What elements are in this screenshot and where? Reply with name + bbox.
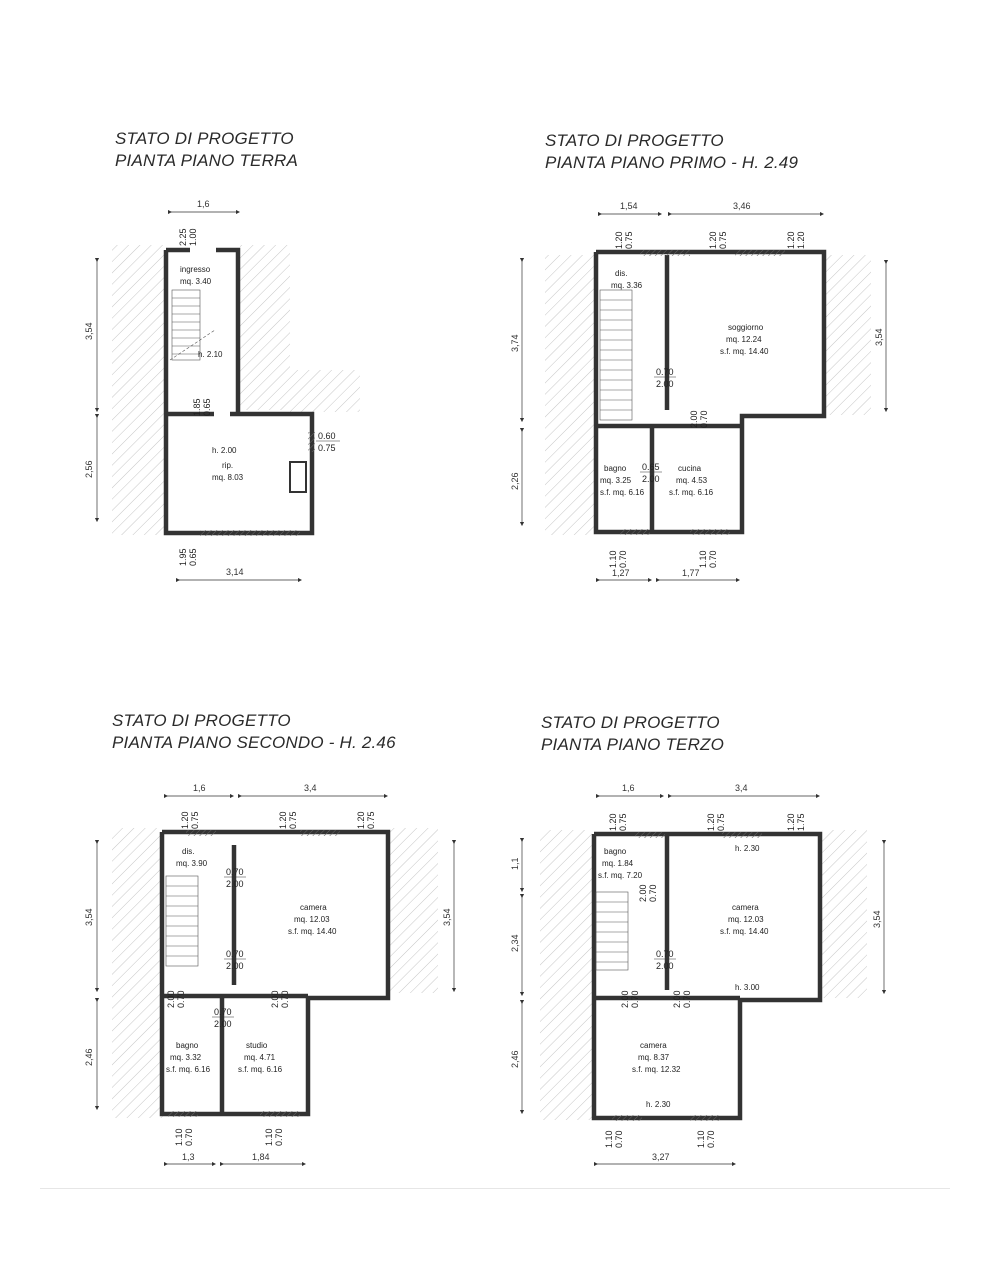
door-width: 0.70 [682,990,692,1008]
hatch-right [822,830,867,998]
door-width: 0.65 [642,462,660,472]
room-name: cucina [678,464,702,473]
room-area: mq. 3.36 [611,281,643,290]
door-height: 2.00 [166,990,176,1008]
opening-height: 0.65 [188,548,198,566]
dim-left-upper: 3,54 [84,908,94,926]
opening-width: 1.20 [706,813,716,831]
room-name: bagno [176,1041,199,1050]
plan-piano-secondo [84,783,454,1164]
opening-width: 1.20 [356,811,366,829]
room-sf: s.f. mq. 6.16 [238,1065,283,1074]
room-height: h. 2.10 [198,350,223,359]
door-width: 0.70 [656,949,674,959]
door-height: 2.00 [642,474,660,484]
plan-piano-terra [84,199,360,580]
room-sf: s.f. mq. 7.20 [598,871,643,880]
dim-left-b: 2,34 [510,934,520,952]
opening-height: 1.75 [796,813,806,831]
room-sf: s.f. mq. 14.40 [288,927,337,936]
title-line1: STATO DI PROGETTO [112,711,291,730]
dim-top-right: 3,4 [304,783,317,793]
window-bottom [690,1115,720,1121]
stair-treads [172,298,200,354]
hatch-left [112,245,164,535]
dim-left-c: 2,46 [510,1050,520,1068]
stair-treads [166,886,198,956]
opening-width: 1.10 [696,1130,706,1148]
title-line1: STATO DI PROGETTO [115,129,294,148]
dim-bottom-left: 1,27 [612,568,630,578]
opening-height: 0.70 [614,1130,624,1148]
title-line1: STATO DI PROGETTO [545,131,724,150]
opening-height: 0.75 [624,231,634,249]
door-width: 0.70 [226,949,244,959]
opening-width: 1.20 [614,231,624,249]
room-name: dis. [615,269,628,278]
opening-width: 0.60 [318,431,336,441]
window-bottom [612,1115,642,1121]
opening-width: 1.10 [264,1128,274,1146]
opening-height: 0.75 [718,231,728,249]
room-sf: s.f. mq. 6.16 [600,488,645,497]
opening-width: 1.10 [698,550,708,568]
door-height: 2.00 [638,884,648,902]
title-line2: PIANTA PIANO PRIMO - H. 2.49 [545,153,799,172]
room-area: mq. 12.03 [294,915,330,924]
room-area: mq. 3.40 [180,277,212,286]
hatch-left [112,828,164,1118]
window-bottom [690,529,730,535]
window-side [308,432,315,452]
dim-left-lower: 2,26 [510,472,520,490]
hatch-left [545,255,595,535]
opening-width: 1.20 [786,231,796,249]
dim-right: 3,54 [874,328,884,346]
opening-width: 2.25 [178,228,188,246]
dim-bottom-right: 1,77 [682,568,700,578]
room-sf: s.f. mq. 14.40 [720,347,769,356]
opening-width: 1.20 [786,813,796,831]
room-area: mq. 12.24 [726,335,762,344]
window-bottom [260,1111,300,1117]
stair-terzo [596,892,628,970]
opening-height: 0.75 [366,811,376,829]
title-line2: PIANTA PIANO SECONDO - H. 2.46 [112,733,396,752]
dim-left-lower: 2,56 [84,460,94,478]
stair-treads [600,300,632,410]
room-sf: s.f. mq. 12.32 [632,1065,681,1074]
room-area: mq. 12.03 [728,915,764,924]
room-name: soggiorno [728,323,764,332]
room-name: bagno [604,847,627,856]
door-height: 2.00 [226,961,244,971]
door-width: 0.70 [176,990,186,1008]
room-area: mq. 3.90 [176,859,208,868]
dim-right: 3,54 [872,910,882,928]
door-width: 0.70 [226,867,244,877]
opening-height: 0.65 [202,398,212,416]
room-area: mq. 4.53 [676,476,708,485]
door-width: 0.70 [280,990,290,1008]
opening-height: 0.70 [274,1128,284,1146]
opening-width: 1.20 [180,811,190,829]
window-top [722,832,762,838]
dim-top-left: 1,54 [620,201,638,211]
plan-piano-terzo [510,783,884,1164]
opening-height: 0.70 [184,1128,194,1146]
dim-bottom-right: 1,84 [252,1152,270,1162]
room-height: h. 2.00 [212,446,237,455]
opening-width: 1.95 [178,548,188,566]
room-sf: s.f. mq. 6.16 [166,1065,211,1074]
window-bottom [620,529,650,535]
ceiling-height: h. 2.30 [735,844,760,853]
title-line2: PIANTA PIANO TERZO [541,735,725,754]
room-name: rip. [222,461,234,470]
plan-piano-primo [510,201,886,580]
dim-top: 1,6 [197,199,210,209]
room-name: ingresso [180,265,211,274]
room-area: mq. 8.37 [638,1053,670,1062]
hatch-right [390,828,438,993]
opening-width: 1.10 [608,550,618,568]
door-height: 2.00 [226,879,244,889]
door-height: 2.00 [656,379,674,389]
stair-terra [172,290,200,360]
door-height: 2.00 [270,990,280,1008]
room-area: mq. 4.71 [244,1053,276,1062]
stair-primo [600,290,632,420]
door-width: 0.70 [214,1007,232,1017]
dim-left-a: 1,1 [510,857,520,870]
dim-left-lower: 2,46 [84,1048,94,1066]
hatch-right-top [240,245,290,410]
room-name: studio [246,1041,268,1050]
room-area: mq. 3.25 [600,476,632,485]
dim-top-left: 1,6 [622,783,635,793]
door-height: 2.00 [656,961,674,971]
dim-top-left: 1,6 [193,783,206,793]
door-width: 0.70 [648,884,658,902]
room-name: camera [300,903,327,912]
opening-height: 0.70 [708,550,718,568]
door-width: 0.70 [656,367,674,377]
title-line2: PIANTA PIANO TERRA [115,151,299,170]
window-top [735,250,785,256]
dim-top-right: 3,4 [735,783,748,793]
opening-width: 1.10 [604,1130,614,1148]
dim-bottom: 3,27 [652,1152,670,1162]
opening-height: 1.00 [188,228,198,246]
window-bottom [168,1111,198,1117]
dim-left-upper: 3,54 [84,322,94,340]
opening-height: 0.70 [706,1130,716,1148]
hatch-right [826,255,871,415]
stair-treads [596,902,628,962]
window-top [186,830,216,836]
room-name: camera [640,1041,667,1050]
room-sf: s.f. mq. 14.40 [720,927,769,936]
opening-height: 0.75 [716,813,726,831]
window-top [640,250,690,256]
opening-height: 0.70 [618,550,628,568]
opening-width: 1.10 [174,1128,184,1146]
opening-width: 1.20 [708,231,718,249]
dim-right: 3,54 [442,908,452,926]
opening-height: 0.75 [318,443,336,453]
dim-left-upper: 3,74 [510,334,520,352]
ceiling-height: h. 2.30 [646,1100,671,1109]
chimney [290,462,306,492]
room-area: mq. 1.84 [602,859,634,868]
room-name: dis. [182,847,195,856]
door-height: 2.00 [620,990,630,1008]
opening-height: 0.75 [618,813,628,831]
opening-width: 1.20 [278,811,288,829]
hatch-left [540,830,592,1120]
door-width: 0.70 [630,990,640,1008]
room-sf: s.f. mq. 6.16 [669,488,714,497]
dim-bottom: 3,14 [226,567,244,577]
window-top [300,830,340,836]
opening-width: 1.20 [608,813,618,831]
window-bottom [200,530,300,536]
page-divider [40,1188,950,1189]
window-top [635,832,665,838]
door-height: 2.00 [672,990,682,1008]
hatch-right-mid [290,370,360,412]
dim-bottom-left: 1,3 [182,1152,195,1162]
room-name: bagno [604,464,627,473]
room-area: mq. 3.32 [170,1053,202,1062]
door-height: 2.00 [689,410,699,428]
room-name: camera [732,903,759,912]
room-area: mq. 8.03 [212,473,244,482]
door-width: 0.70 [699,410,709,428]
title-line1: STATO DI PROGETTO [541,713,720,732]
ceiling-height: h. 3.00 [735,983,760,992]
opening-height: 0.75 [288,811,298,829]
dim-top-right: 3,46 [733,201,751,211]
opening-height: 1.20 [796,231,806,249]
stair-secondo [166,876,198,966]
door-height: 2.00 [214,1019,232,1029]
opening-height: 0.75 [190,811,200,829]
opening-width: 1.85 [192,398,202,416]
